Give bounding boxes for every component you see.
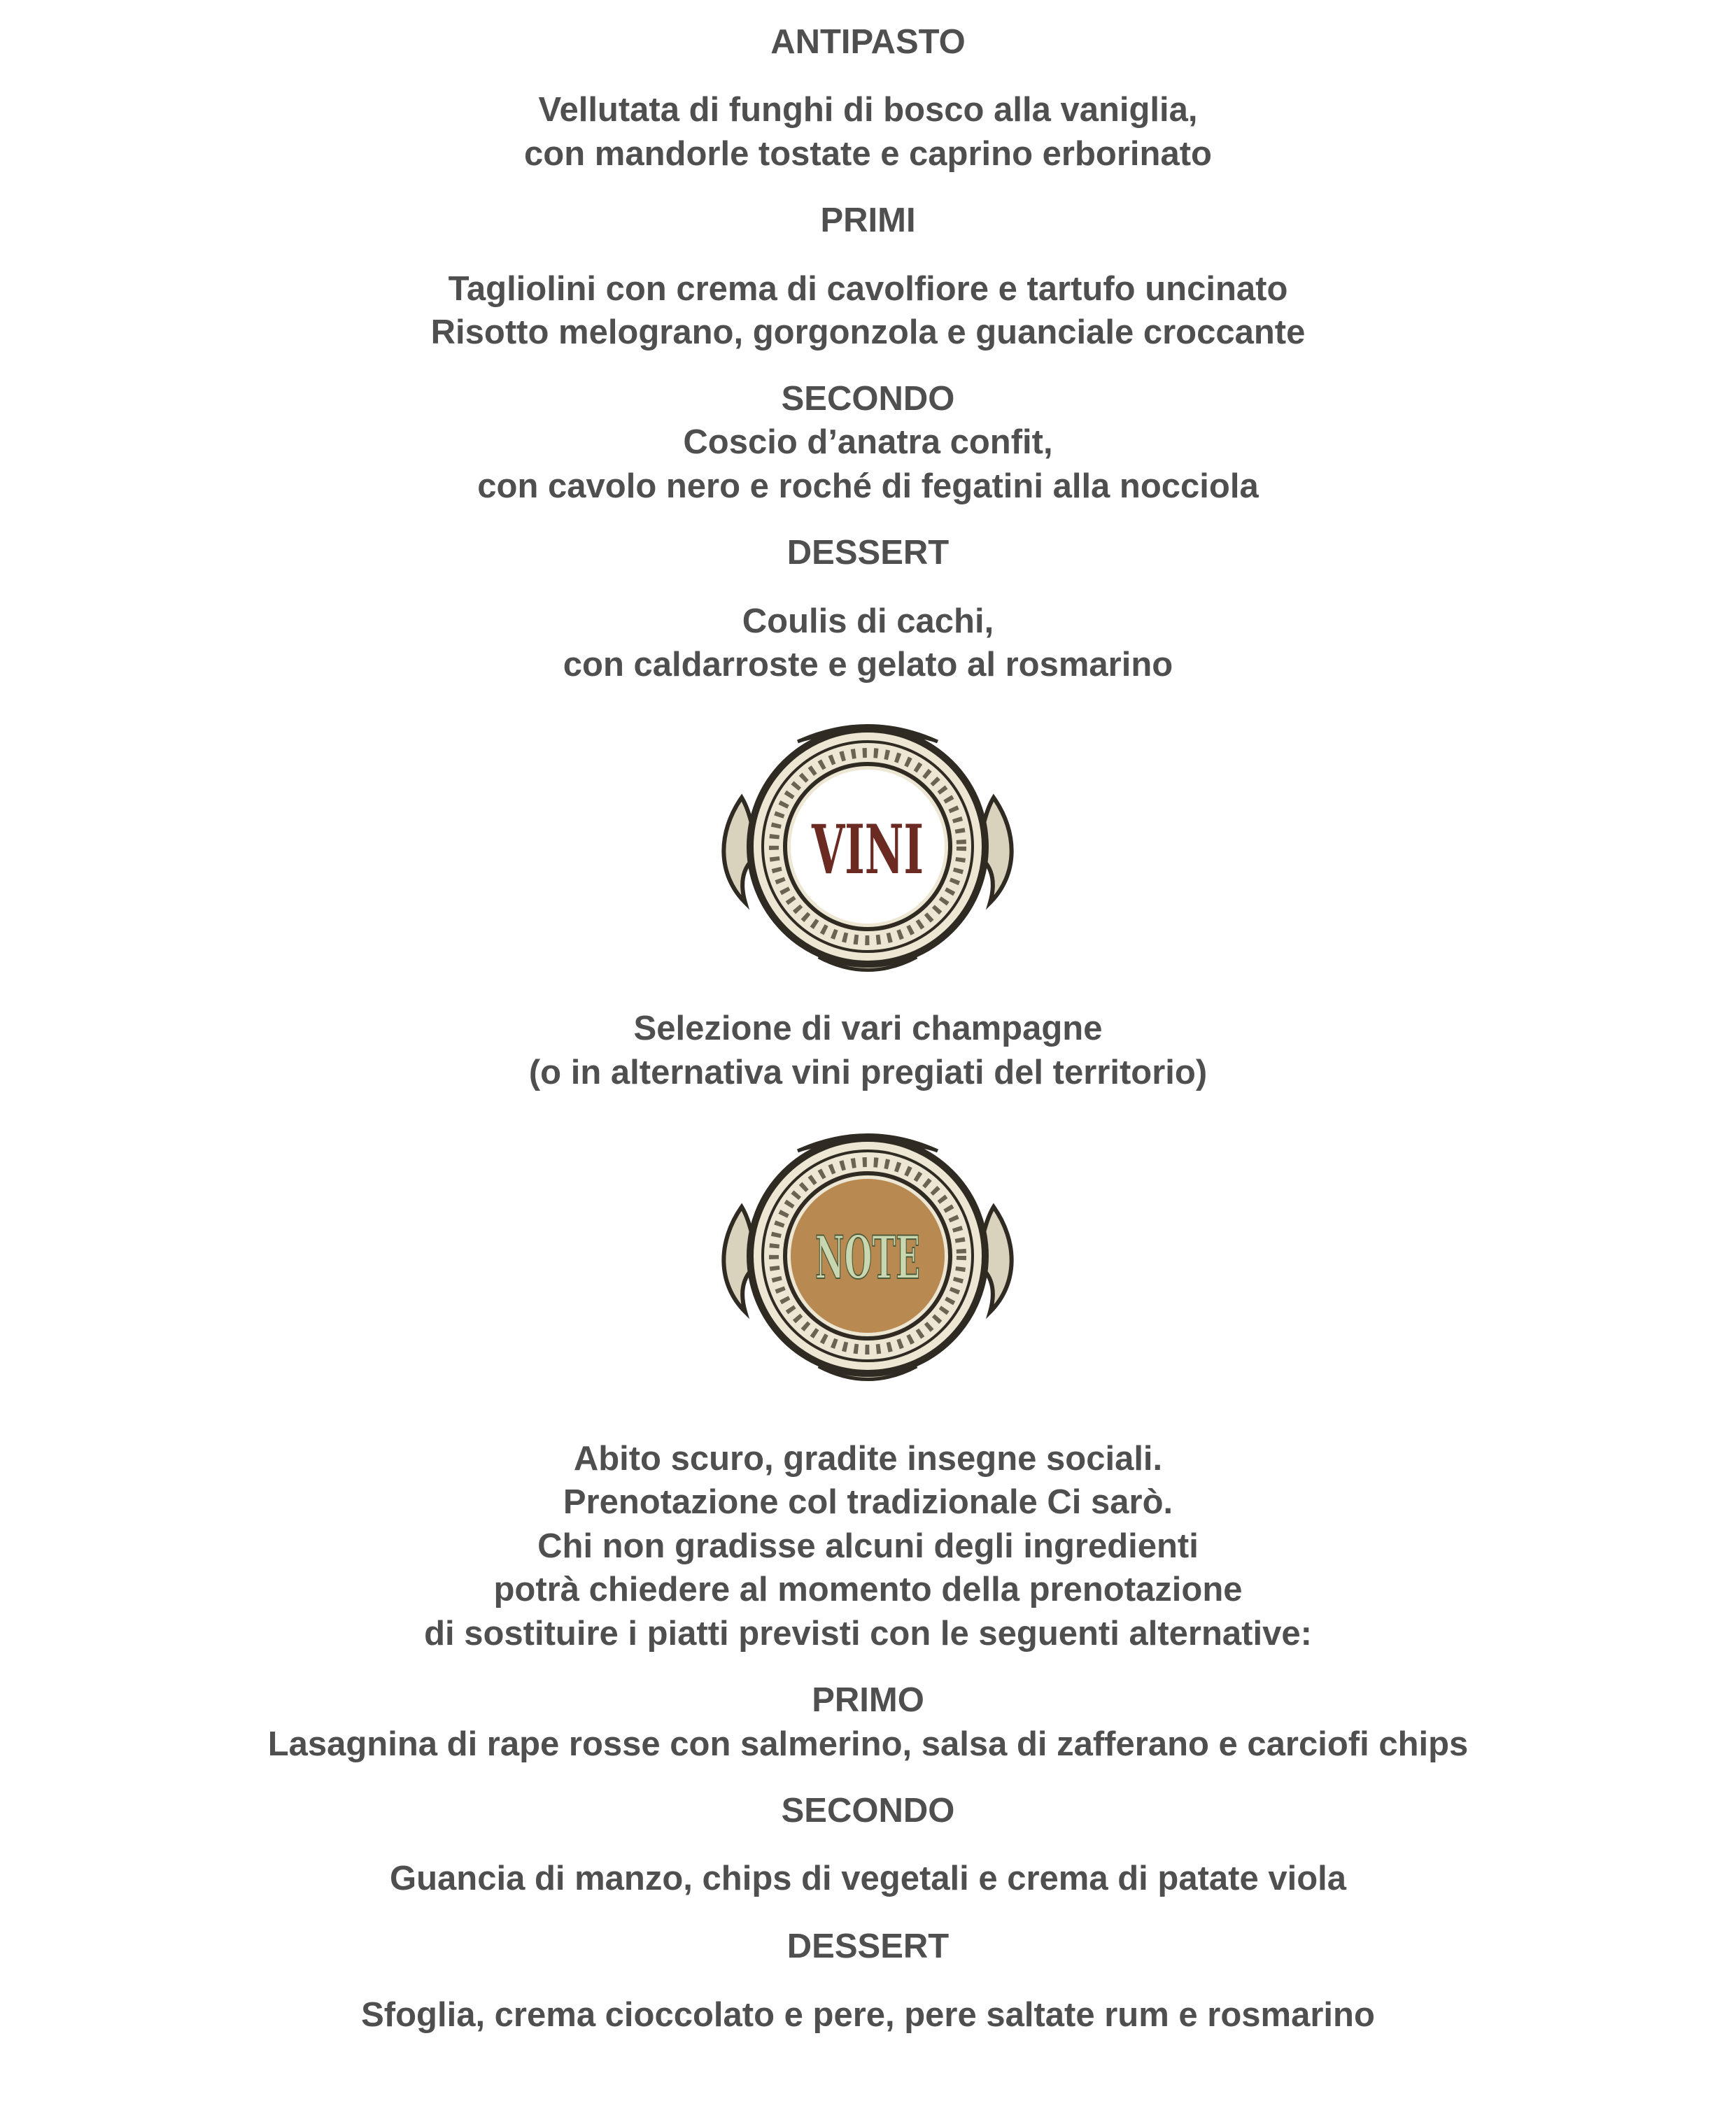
dessert-line-1: Coulis di cachi,: [742, 602, 994, 640]
secondo-line-1: Coscio d’anatra confit,: [683, 423, 1053, 461]
vini-line-2: (o in alternativa vini pregiati del territorio): [528, 1054, 1208, 1091]
primi-line-1: Tagliolini con crema di cavolfiore e tartufo uncinato: [448, 270, 1288, 308]
alt-primo-heading: PRIMO: [812, 1681, 924, 1719]
alt-secondo-heading: SECONDO: [781, 1792, 955, 1830]
primi-line-2: Risotto melograno, gorgonzola e guanciale croccante: [430, 313, 1306, 351]
antipasto-heading: ANTIPASTO: [770, 23, 966, 61]
antipasto-line-1: Vellutata di funghi di bosco alla vaniglia,: [538, 91, 1198, 129]
note-line-1: Abito scuro, gradite insegne sociali.: [573, 1440, 1163, 1478]
alt-dessert-heading: DESSERT: [786, 1928, 950, 1965]
antipasto-line-2: con mandorle tostate e caprino erborinato: [524, 135, 1212, 173]
note-emblem-text: NOTE: [815, 1223, 920, 1292]
secondo-heading: SECONDO: [781, 380, 955, 418]
dessert-heading: DESSERT: [786, 534, 950, 572]
vini-emblem-graphic: [714, 714, 1022, 979]
secondo-line-2: con cavolo nero e roché di fegatini alla nocciola: [477, 467, 1259, 505]
note-emblem-graphic: [714, 1123, 1022, 1389]
alt-primo-line-1: Lasagnina di rape rosse con salmerino, salsa di zafferano e carciofi chips: [267, 1725, 1469, 1763]
alt-dessert-line-1: Sfoglia, crema cioccolato e pere, pere saltate rum e rosmarino: [361, 1996, 1375, 2034]
dessert-line-2: con caldarroste e gelato al rosmarino: [563, 646, 1173, 684]
note-line-4: potrà chiedere al momento della prenotazione: [493, 1571, 1243, 1608]
note-line-3: Chi non gradisse alcuni degli ingredienti: [537, 1527, 1199, 1565]
alt-secondo-line-1: Guancia di manzo, chips di vegetali e crema di patate viola: [390, 1860, 1346, 1897]
note-emblem: [714, 1123, 1022, 1389]
vini-emblem-text: VINI: [811, 810, 924, 889]
vini-line-1: Selezione di vari champagne: [633, 1010, 1103, 1047]
vini-emblem: [714, 714, 1022, 979]
note-line-2: Prenotazione col tradizionale Ci sarò.: [563, 1483, 1173, 1521]
note-line-5: di sostituire i piatti previsti con le seguenti alternative:: [424, 1615, 1312, 1653]
primi-heading: PRIMI: [820, 201, 916, 239]
